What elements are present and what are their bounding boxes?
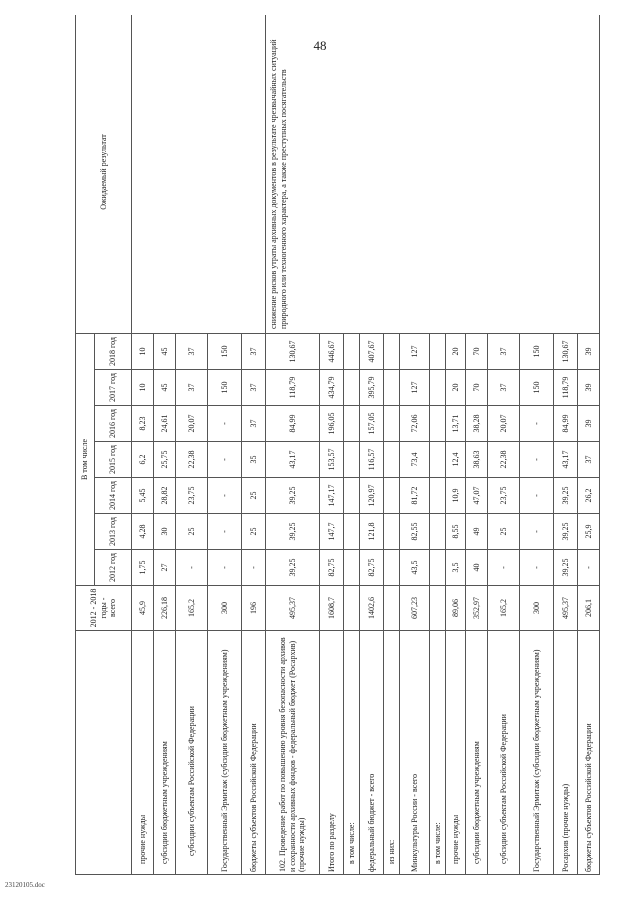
cell-year-value: 25,9 [578,514,600,550]
cell-year-value: 130,67 [266,334,320,370]
row-name: Минкультуры России - всего [400,631,430,875]
col-header-name [76,631,132,875]
cell-year-value: 39,25 [554,514,578,550]
row-name: прочие нужды [446,631,466,875]
cell-year-value: - [520,478,554,514]
cell-year-value: 39,25 [266,514,320,550]
cell-year-value: - [520,514,554,550]
cell-year-value: 116,57 [360,442,384,478]
cell-year-value [384,442,400,478]
cell-year-value: 39,25 [554,478,578,514]
cell-year-value: - [520,442,554,478]
cell-year-value [384,514,400,550]
cell-year-value: 26,2 [578,478,600,514]
cell-year-value [384,370,400,406]
cell-year-value: 23,75 [488,478,520,514]
cell-year-value: 150 [520,334,554,370]
cell-total: 352,97 [466,586,488,631]
cell-year-value: 8,55 [446,514,466,550]
cell-year-value: 40 [466,550,488,586]
cell-year-value: 39,25 [266,550,320,586]
cell-year-value: 25 [488,514,520,550]
cell-year-value: 39,25 [266,478,320,514]
cell-total: 196 [242,586,266,631]
cell-year-value: 27 [154,550,176,586]
cell-year-value: 25 [242,478,266,514]
table-body [132,15,600,875]
row-name: субсидии бюджетным учреждениям [466,631,488,875]
cell-year-value [384,406,400,442]
col-header-year: 2014 год [95,478,132,514]
cell-year-value: 30 [154,514,176,550]
cell-year-value [430,406,446,442]
cell-year-value: 20 [446,370,466,406]
col-header-year: 2018 год [95,334,132,370]
cell-year-value: 37 [242,334,266,370]
cell-year-value: 28,82 [154,478,176,514]
cell-year-value: 81,72 [400,478,430,514]
cell-year-value: 157,05 [360,406,384,442]
cell-total: 165,2 [488,586,520,631]
cell-year-value: 6,2 [132,442,154,478]
row-name: субсидии субъектам Российской Федерации [176,631,208,875]
cell-total: 1402,6 [360,586,384,631]
row-name: Росархив (прочие нужды) [554,631,578,875]
cell-year-value: - [208,478,242,514]
cell-year-value: 43,5 [400,550,430,586]
cell-year-value: 39 [578,406,600,442]
row-name: бюджеты субъектов Российской Федерации [578,631,600,875]
cell-year-value: 446,67 [320,334,344,370]
cell-total: 89,06 [446,586,466,631]
cell-year-value [344,370,360,406]
cell-total: 300 [208,586,242,631]
cell-year-value: 37 [242,406,266,442]
cell-year-value: 1,75 [132,550,154,586]
row-name: субсидии бюджетным учреждениям [154,631,176,875]
row-name: в том числе: [344,631,360,875]
cell-year-value: 127 [400,370,430,406]
cell-year-value: 25,75 [154,442,176,478]
cell-year-value: 37 [488,370,520,406]
cell-year-value: 43,17 [266,442,320,478]
cell-year-value: 70 [466,370,488,406]
cell-year-value: 23,75 [176,478,208,514]
cell-year-value: 22,38 [488,442,520,478]
cell-total: 495,37 [554,586,578,631]
rotated-table-area [75,15,638,875]
cell-year-value: 121,8 [360,514,384,550]
header-row-top [76,15,95,875]
col-header-year: 2015 год [95,442,132,478]
cell-year-value: - [578,550,600,586]
cell-year-value [384,550,400,586]
cell-year-value [430,514,446,550]
cell-year-value: 20,07 [488,406,520,442]
cell-total: 165,2 [176,586,208,631]
cell-year-value: 127 [400,334,430,370]
col-header-total: 2012 - 2018 годы - всего [76,586,132,631]
cell-year-value: 20,07 [176,406,208,442]
cell-year-value: 82,55 [400,514,430,550]
cell-year-value: 20 [446,334,466,370]
cell-year-value: 147,7 [320,514,344,550]
cell-year-value: 3,5 [446,550,466,586]
row-name: федеральный бюджет - всего [360,631,384,875]
cell-total: 495,37 [266,586,320,631]
cell-year-value: 70 [466,334,488,370]
cell-year-value: 49 [466,514,488,550]
cell-total: 300 [520,586,554,631]
cell-year-value: 395,79 [360,370,384,406]
cell-year-value [344,478,360,514]
cell-year-value: 35 [242,442,266,478]
cell-year-value: 39,25 [554,550,578,586]
cell-year-value: 45 [154,370,176,406]
cell-year-value: 39 [578,334,600,370]
cell-year-value: 37 [176,334,208,370]
cell-total [344,586,360,631]
cell-year-value: 73,4 [400,442,430,478]
cell-total [384,586,400,631]
cell-year-value: 43,17 [554,442,578,478]
cell-year-value [430,370,446,406]
cell-year-value: 38,28 [466,406,488,442]
cell-year-value: 37 [176,370,208,406]
cell-year-value: 37 [488,334,520,370]
cell-year-value: 147,17 [320,478,344,514]
cell-year-value: 13,71 [446,406,466,442]
financing-table [75,15,600,875]
cell-year-value [344,334,360,370]
table-row [266,15,320,875]
cell-year-value: - [208,406,242,442]
col-header-result: Ожидаемый результат [76,15,132,334]
cell-year-value: 118,79 [554,370,578,406]
cell-year-value: 4,28 [132,514,154,550]
row-name: Государственный Эрмитаж (субсидии бюджетным учреждениям) [520,631,554,875]
cell-year-value: 37 [578,442,600,478]
cell-year-value: - [176,550,208,586]
cell-total [430,586,446,631]
cell-year-value: 82,75 [320,550,344,586]
cell-year-value [344,550,360,586]
row-name: бюджеты субъектов Российской Федерации [242,631,266,875]
table-row [132,15,154,875]
cell-year-value [430,550,446,586]
cell-year-value: 10 [132,370,154,406]
cell-year-value: 45 [154,334,176,370]
cell-year-value [384,334,400,370]
row-name: из них: [384,631,400,875]
cell-year-value: 39 [578,370,600,406]
cell-year-value: 25 [176,514,208,550]
col-header-in-that-number: В том числе [76,334,95,586]
row-name: прочие нужды [132,631,154,875]
cell-total: 607,23 [400,586,430,631]
cell-year-value: 150 [520,370,554,406]
row-name: 102. Проведение работ по повышению уровня безопасности архивов и сохранности архивных фондов - федеральный бюджет (Росархив) (прочие нужды) [266,631,320,875]
cell-year-value: 84,99 [554,406,578,442]
cell-total: 206,1 [578,586,600,631]
cell-year-value: 5,45 [132,478,154,514]
cell-year-value: 150 [208,370,242,406]
page-number: 48 [313,38,327,53]
col-header-year: 2013 год [95,514,132,550]
cell-year-value: - [242,550,266,586]
cell-year-value: 37 [242,370,266,406]
cell-year-value: 10,9 [446,478,466,514]
cell-year-value: 196,05 [320,406,344,442]
expected-result-text: снижение рисков утраты архивных документов в результате чрезвычайных ситуаций природного или техногенного характера, а также преступных посягательств [266,15,600,334]
cell-year-value [430,478,446,514]
cell-year-value [344,514,360,550]
cell-year-value: 25 [242,514,266,550]
cell-year-value [430,334,446,370]
cell-year-value: - [208,442,242,478]
cell-total: 45,9 [132,586,154,631]
cell-year-value: 72,06 [400,406,430,442]
cell-year-value [344,442,360,478]
cell-year-value [430,442,446,478]
cell-year-value [344,406,360,442]
cell-year-value: - [208,550,242,586]
cell-year-value: 8,23 [132,406,154,442]
col-header-year: 2017 год [95,370,132,406]
col-header-year: 2012 год [95,550,132,586]
footer-filename: 23120105.doc [5,881,45,889]
cell-year-value: 130,67 [554,334,578,370]
row-name: Итого по разделу [320,631,344,875]
cell-year-value: 120,97 [360,478,384,514]
col-header-year: 2016 год [95,406,132,442]
cell-year-value: 150 [208,334,242,370]
cell-year-value: 84,99 [266,406,320,442]
cell-year-value: 24,61 [154,406,176,442]
cell-year-value: 12,4 [446,442,466,478]
cell-year-value: 10 [132,334,154,370]
cell-year-value: 82,75 [360,550,384,586]
cell-year-value: - [520,406,554,442]
cell-year-value: - [488,550,520,586]
cell-year-value: 47,07 [466,478,488,514]
cell-year-value: 38,63 [466,442,488,478]
result-cell-empty [132,15,266,334]
cell-total: 1608,7 [320,586,344,631]
row-name: субсидии субъектам Российской Федерации [488,631,520,875]
cell-year-value: - [520,550,554,586]
cell-year-value: 153,57 [320,442,344,478]
row-name: Государственный Эрмитаж (субсидии бюджетным учреждениям) [208,631,242,875]
cell-year-value: 407,67 [360,334,384,370]
cell-year-value: - [208,514,242,550]
cell-year-value: 22,38 [176,442,208,478]
cell-total: 226,18 [154,586,176,631]
cell-year-value: 118,79 [266,370,320,406]
cell-year-value [384,478,400,514]
cell-year-value: 434,79 [320,370,344,406]
row-name: в том числе: [430,631,446,875]
